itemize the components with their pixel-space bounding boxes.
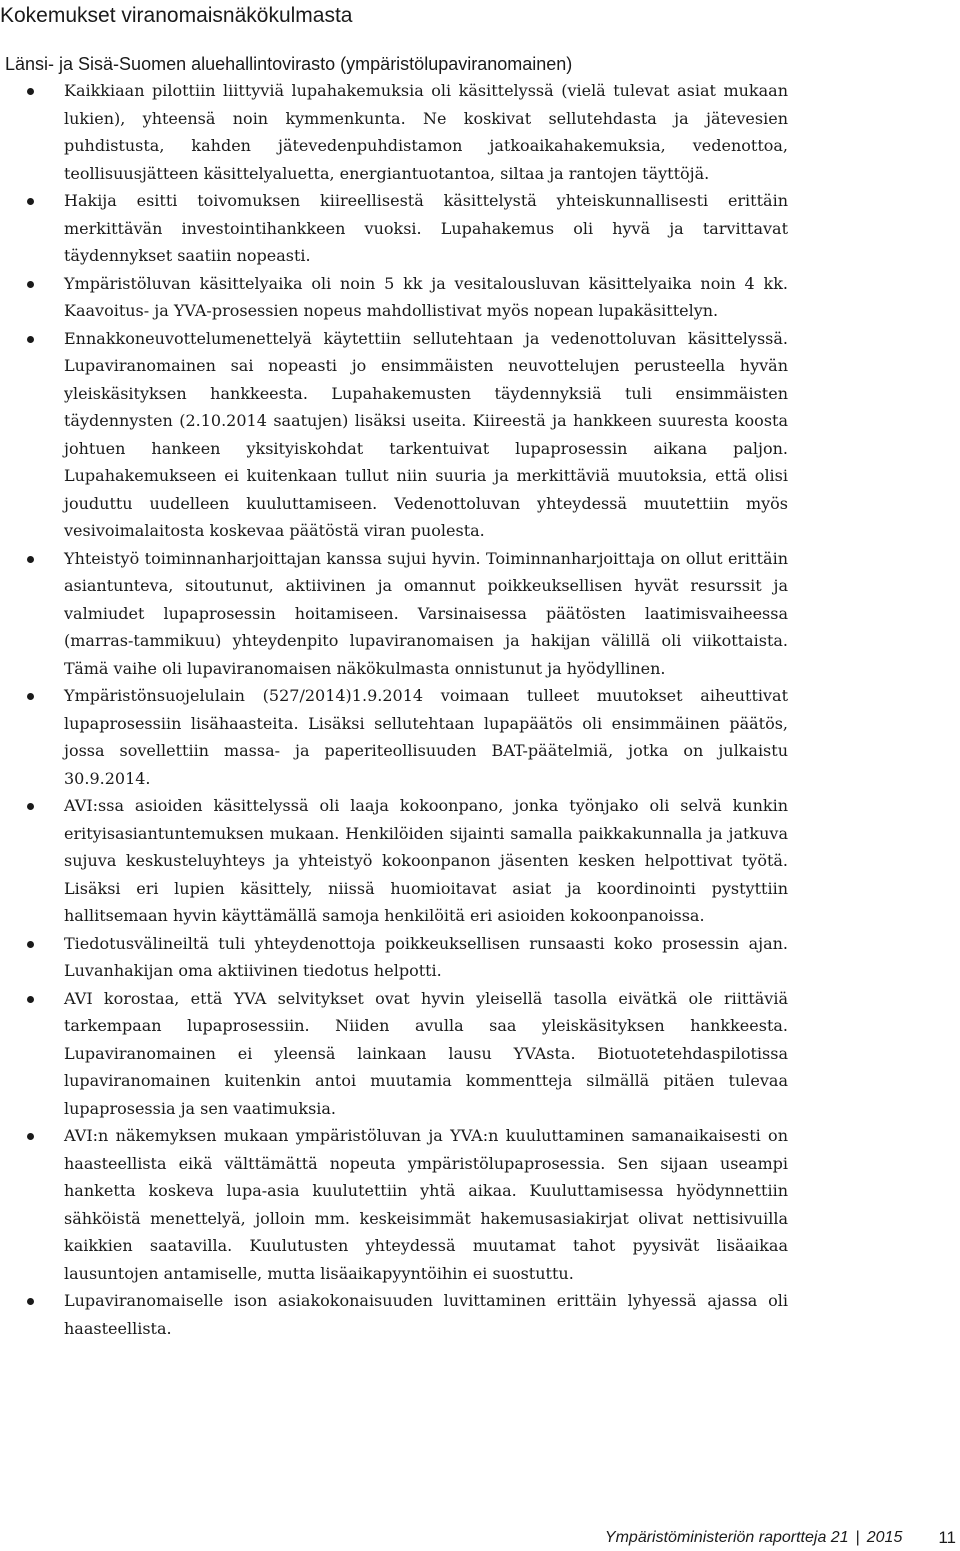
bullet-text: AVI korostaa, että YVA selvitykset ovat hyvin yleisellä tasolla eivätkä ole riittäviä tarkempaan lupaprosessiin. Niiden avulla saa yleiskäsityksen hankkeesta. Lupaviranomainen ei yleensä lainkaan lausu YVAsta. Biotuotetehdaspilotissa lupaviranomainen kuitenkin antoi muutamia kommentteja silmällä pitäen tulevaa lupaprosessia ja sen vaatimuksia.: [64, 988, 788, 1118]
bullet-text: AVI:ssa asioiden käsittelyssä oli laaja kokoonpano, jonka työnjako oli selvä kunkin erityisasiantuntemuksen mukaan. Henkilöiden sijainti samalla paikkakunnalla ja jatkuva sujuva keskusteluyhteys ja yhteistyö kokoonpanon jäsenten kesken helpottivat työtä. Lisäksi eri lupien käsittely, niissä huomioitavat asiat ja koordinointi pystyttiin hallitsemaan hyvin käyttämällä samoja henkilöitä eri asioiden kokoonpanoissa.: [64, 796, 788, 925]
bullet-list: [0, 77, 960, 1342]
footer-publication: Ympäristöministeriön raportteja 21: [604, 1529, 849, 1546]
bullet-icon: [27, 941, 34, 948]
footer-year: 2015: [866, 1529, 903, 1546]
bullet-text: AVI:n näkemyksen mukaan ympäristöluvan ja YVA:n kuuluttaminen samanaikaisesti on haasteellista eikä välttämättä nopeuta ympäristölupaprosessia. Sen sijaan useampi hanketta koskeva lupa-asia kuulutettiin yhtä aikaa. Kuuluttamisessa hyödynnettiin sähköistä menettelyä, jolloin mm. keskeisimmät hakemusasiakirjat olivat nettisivuilla kaikkien saatavilla. Kuulutusten yhteydessä muutamat tahot pyysivät lisäaikaa lausuntojen antamiselle, mutta lisäaikapyyntöihin ei suostuttu.: [64, 1126, 788, 1283]
list-item: [0, 1287, 788, 1342]
bullet-text: Ennakkoneuvottelumenettelyä käytettiin sellutehtaan ja vedenottoluvan käsittelyssä. Lupaviranomainen sai nopeasti jo ensimmäisten neuvottelujen perusteella hyvän yleiskäsityksen hankkeesta. Lupahakemusten täydennyksiä tuli ensimmäisten täydennysten (2.10.2014 saatujen) lisäksi useita. Kiireestä ja hankkeen suuresta koosta johtuen hankeen yksityiskohdat tarkentuivat lupaprosessin aikana paljon. Lupahakemukseen ei kuitenkaan tullut niin suuria ja merkittäviä muutoksia, että olisi jouduttu uudelleen kuuluttamiseen. Vedenottoluvan yhteydessä muutettiin myös vesivoimalaitosta koskevaa päätöstä viran puolesta.: [64, 328, 788, 540]
bullet-icon: [27, 1298, 34, 1305]
bullet-text: Ympäristöluvan käsittelyaika oli noin 5 kk ja vesitalousluvan käsittelyaika noin 4 kk. Kaavoitus- ja YVA-prosessien nopeus mahdollistivat myös nopean lupakäsittelyn.: [64, 273, 788, 320]
bullet-text: Tiedotusvälineiltä tuli yhteydenottoja poikkeuksellisen runsaasti koko prosessin ajan. Luvanhakijan oma aktiivinen tiedotus helpotti.: [64, 933, 788, 980]
page-title: Kokemukset viranomaisnäkökulmasta: [0, 4, 353, 27]
bullet-text: Kaikkiaan pilottiin liittyviä lupahakemuksia oli käsittelyssä (vielä tulevat asiat mukaan lukien), yhteensä noin kymmenkunta. Ne koskivat sellutehdasta ja jätevesien puhdistusta, kahden jätevedenpuhdistamon jatkoaikahakemuksia, vedenottoa, teollisuusjätteen käsittelyaluetta, energiantuotantoa, siltaa ja rantojen täyttöjä.: [64, 81, 788, 183]
list-item: [0, 77, 788, 187]
list-item: [0, 270, 788, 325]
page-footer: [605, 1528, 960, 1548]
bullet-icon: [27, 693, 34, 700]
bullet-text: Hakija esitti toivomuksen kiireellisestä käsittelystä yhteiskunnallisesti erittäin merkittävän investointihankkeen vuoksi. Lupahakemus oli hyvä ja tarvittavat täydennykset saatiin nopeasti.: [64, 191, 788, 265]
section-heading: Länsi- ja Sisä-Suomen aluehallintovirasto (ympäristölupaviranomainen): [5, 54, 573, 74]
list-item: [0, 792, 788, 930]
bullet-icon: [27, 1133, 34, 1140]
bullet-text: Ympäristönsuojelulain (527/2014)1.9.2014 voimaan tulleet muutokset aiheuttivat lupaprosessiin lisähaasteita. Lisäksi sellutehtaan lupapäätös oli ensimmäinen päätös, jossa sovellettiin massa- ja paperiteollisuuden BAT-päätelmiä, jotka on julkaistu 30.9.2014.: [64, 686, 788, 788]
page-number: 11: [938, 1528, 956, 1547]
bullet-icon: [27, 803, 34, 810]
list-item: [0, 545, 788, 683]
bullet-icon: [27, 556, 34, 563]
bullet-icon: [27, 88, 34, 95]
list-item: [0, 325, 788, 545]
list-item: [0, 187, 788, 270]
list-item: [0, 930, 788, 985]
bullet-icon: [27, 336, 34, 343]
footer-separator: |: [855, 1529, 860, 1546]
bullet-icon: [27, 996, 34, 1003]
bullet-icon: [27, 198, 34, 205]
list-item: [0, 682, 788, 792]
list-item: [0, 985, 788, 1123]
list-item: [0, 1122, 788, 1287]
bullet-text: Lupaviranomaiselle ison asiakokonaisuuden luvittaminen erittäin lyhyessä ajassa oli haasteellista.: [64, 1291, 788, 1338]
bullet-icon: [27, 281, 34, 288]
bullet-text: Yhteistyö toiminnanharjoittajan kanssa sujui hyvin. Toiminnanharjoittaja on ollut erittäin asiantunteva, sitoutunut, aktiivinen ja omannut poikkeuksellisen hyvät resurssit ja valmiudet lupaprosessin hoitamiseen. Varsinaisessa päätösten laatimisvaiheessa (marras-tammikuu) yhteydenpito lupaviranomaisen ja hakijan välillä oli viikottaista. Tämä vaihe oli lupaviranomaisen näkökulmasta onnistunut ja hyödyllinen.: [64, 548, 788, 678]
